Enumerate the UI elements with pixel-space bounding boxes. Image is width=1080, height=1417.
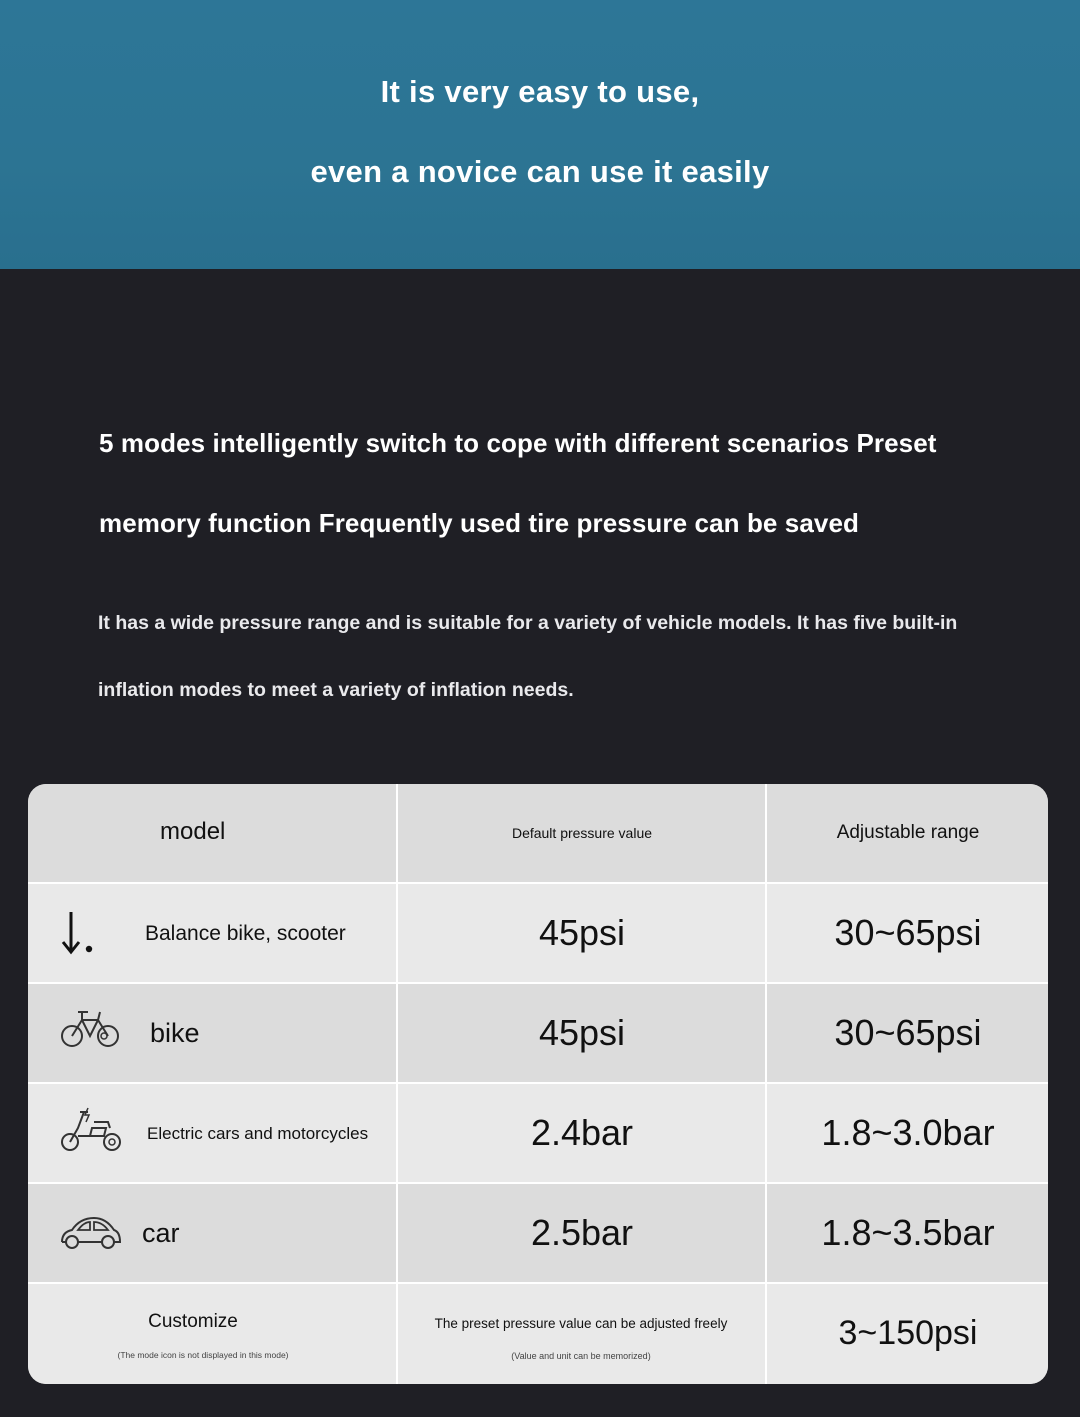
headline-line-2: memory function Frequently used tire pressure can be saved [99,508,860,538]
pressure-mode-table [28,784,1048,1384]
range-value: 30~65psi [834,1011,982,1053]
hero-line-1: It is very easy to use, [380,74,700,109]
default-value: 2.4bar [530,1111,634,1153]
header-adjustable-range: Adjustable range [836,822,980,843]
range-value: 1.8~3.0bar [821,1111,995,1153]
header-default-pressure: Default pressure value [511,825,653,841]
range-value: 3~150psi [838,1314,978,1352]
header-model: model [160,818,226,845]
default-value: 45psi [538,1011,626,1053]
description-line-2: inflation modes to meet a variety of inflation needs. [98,679,574,701]
customize-label: Customize [148,1311,238,1332]
hero-banner [0,0,1080,269]
default-value: 45psi [538,911,626,953]
model-label: Balance bike, scooter [145,922,346,945]
balance-bike-scooter-icon [58,908,98,969]
default-value: 2.5bar [530,1211,634,1253]
model-label: car [142,1218,180,1248]
bike-icon [58,1006,122,1057]
electric-motorcycle-icon [58,1106,124,1161]
range-value: 1.8~3.5bar [821,1211,995,1253]
customize-default: The preset pressure value can be adjusted freely [434,1315,728,1331]
hero-line-2: even a novice can use it easily [310,154,770,189]
headline-line-1: 5 modes intelligently switch to cope with different scenarios Preset [99,428,937,458]
range-value: 30~65psi [834,911,982,953]
customize-default-note: (Value and unit can be memorized) [511,1351,651,1361]
car-icon [58,1214,122,1259]
model-label: bike [150,1018,200,1048]
customize-note: (The mode icon is not displayed in this mode) [117,1350,289,1360]
model-label: Electric cars and motorcycles [147,1124,369,1143]
description-line-1: It has a wide pressure range and is suitable for a variety of vehicle models. It has five built-in [98,612,958,634]
